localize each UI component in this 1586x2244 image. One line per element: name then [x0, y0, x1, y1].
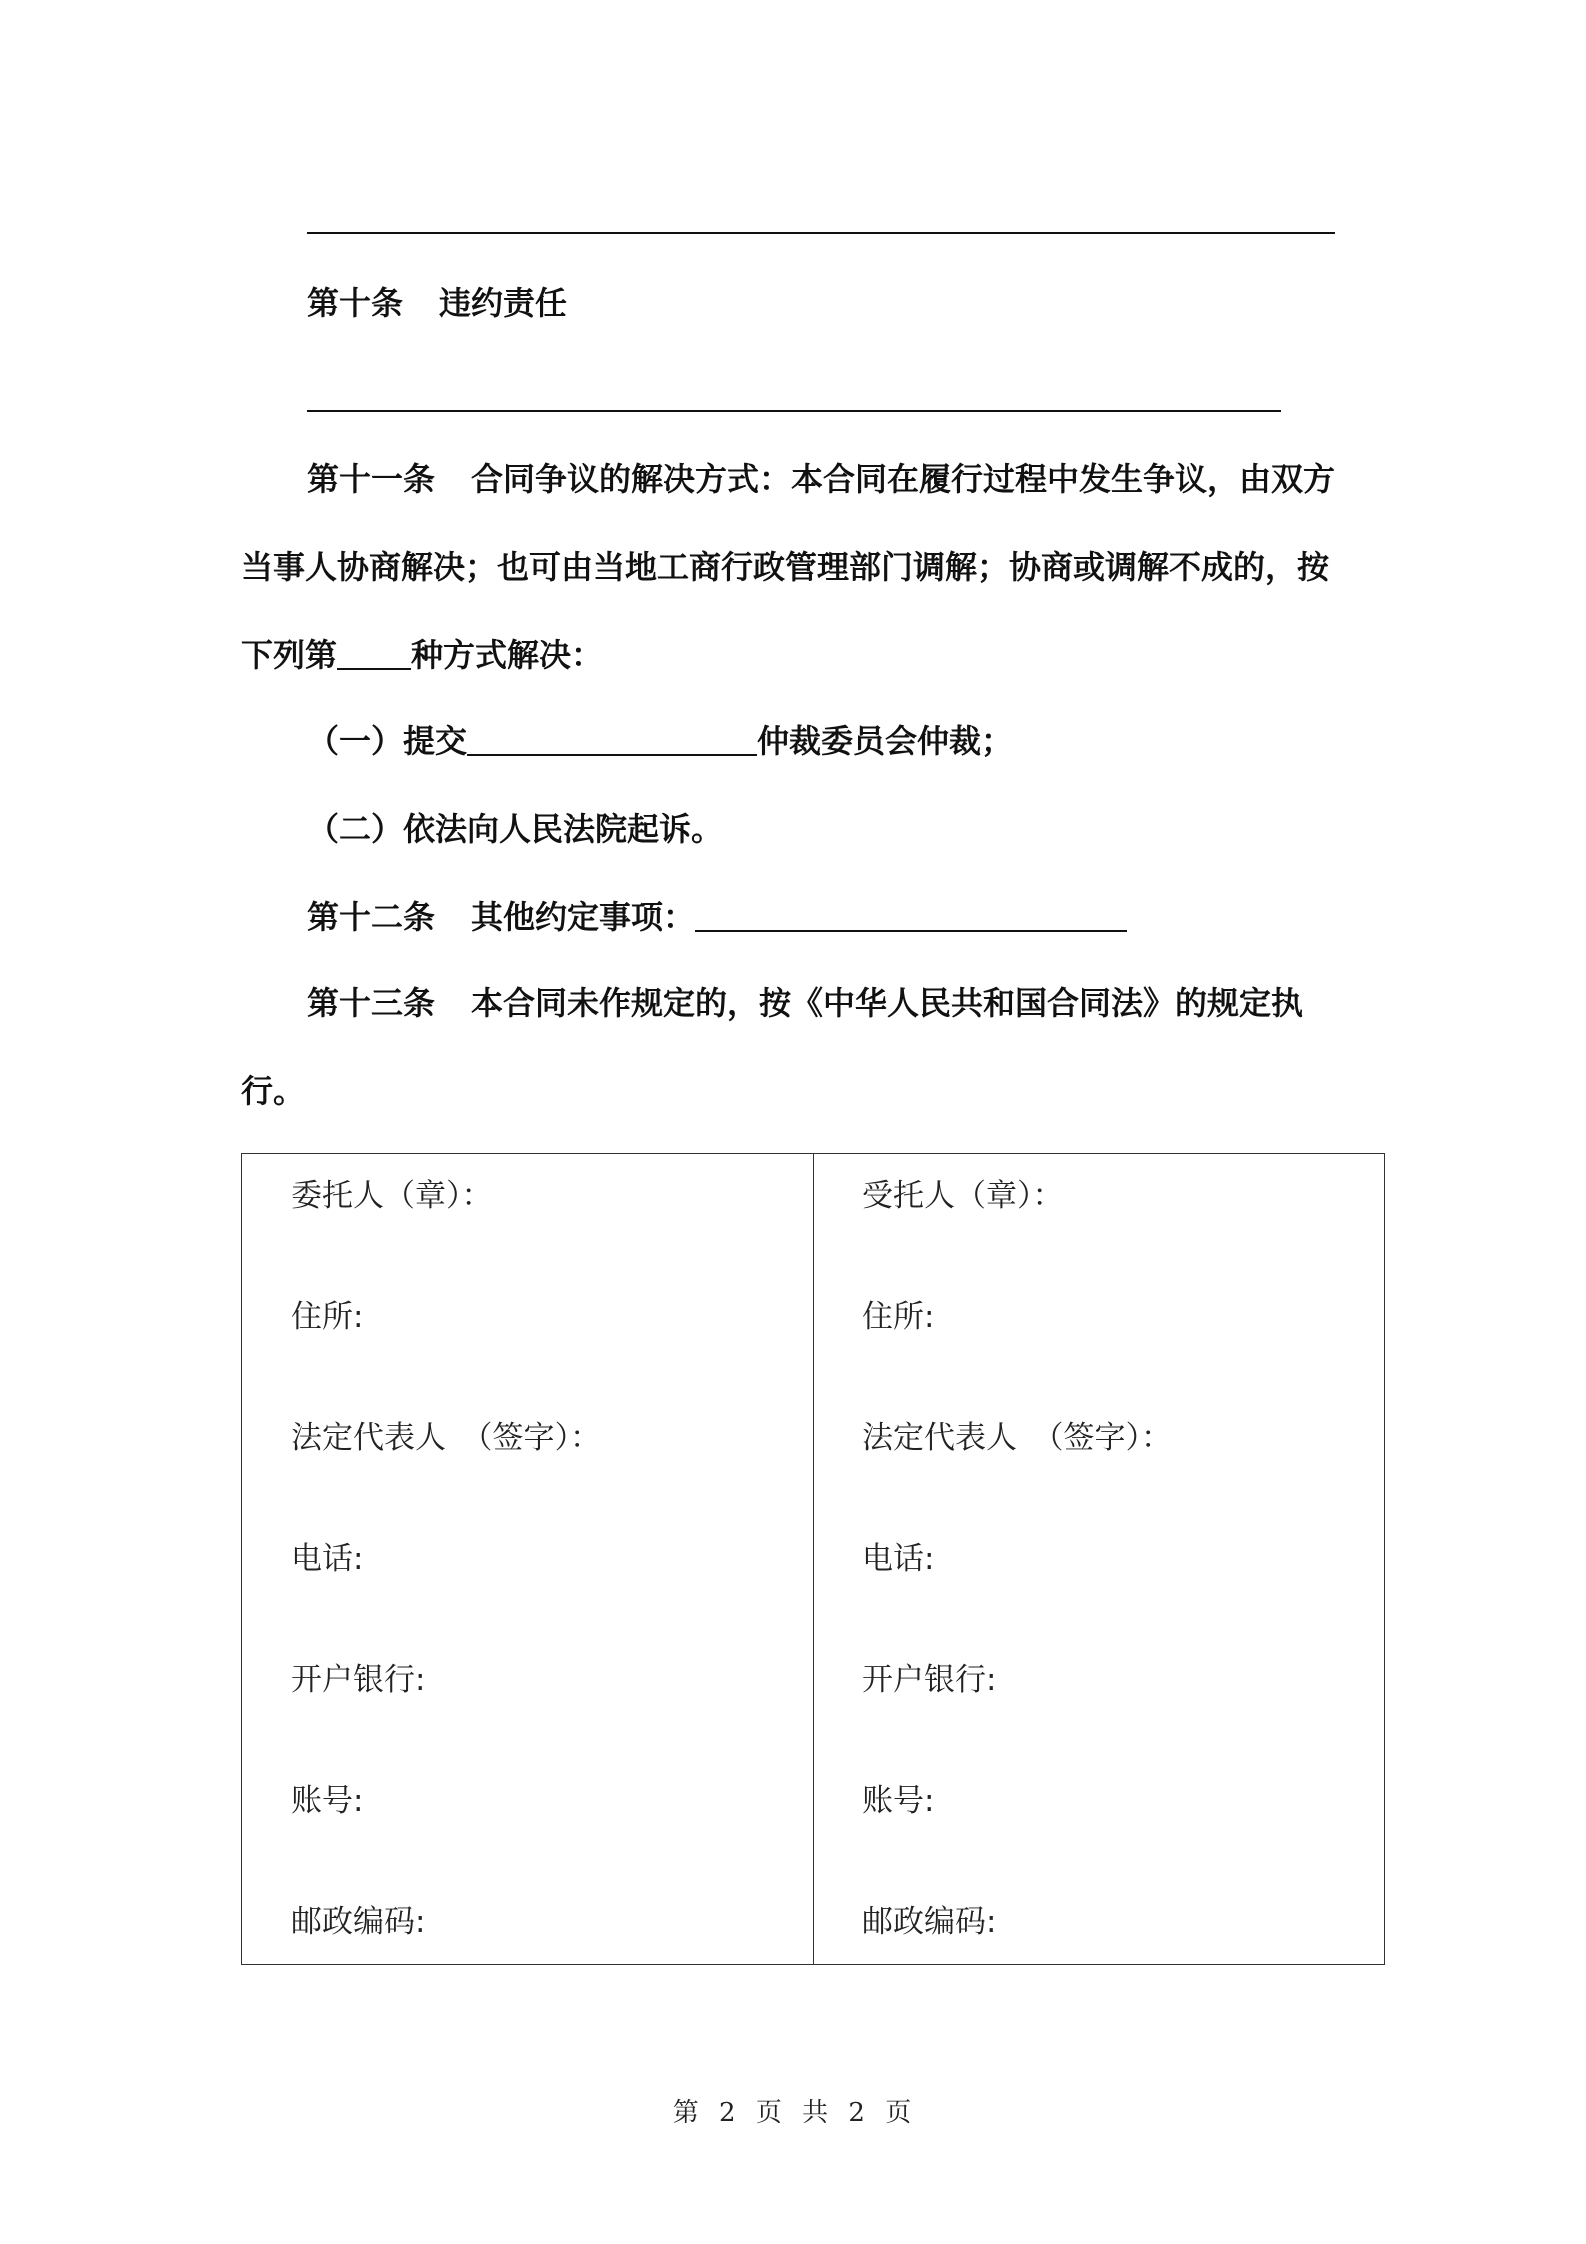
- principal-bank-label: 开户银行:: [291, 1662, 426, 1698]
- article-11-label: 第十一条: [307, 460, 436, 498]
- agent-rep-label: 法定代表人 （签字）：: [862, 1420, 1172, 1456]
- principal-seal-label: 委托人（章）：: [291, 1178, 493, 1214]
- article-10-blank-line: [307, 410, 1281, 412]
- principal-address-label: 住所:: [291, 1299, 364, 1335]
- agent-column: [813, 1154, 1384, 1964]
- article-13-line-2: 行。: [241, 1072, 306, 1110]
- principal-account-label: 账号:: [291, 1783, 364, 1819]
- method-number-blank: [337, 638, 411, 670]
- article-10-heading: [307, 283, 567, 323]
- article-13-label: 第十三条: [307, 984, 436, 1022]
- litigation-option: （二）依法向人民法院起诉。: [307, 810, 724, 848]
- signature-table: [241, 1153, 1385, 1965]
- article-12: 第十二条 其他约定事项：: [307, 897, 1127, 937]
- blank-line-top: [307, 232, 1335, 234]
- article-10-label: 第十条: [307, 284, 404, 322]
- agent-account-label: 账号:: [862, 1783, 935, 1819]
- principal-rep-label: 法定代表人 （签字）：: [291, 1420, 601, 1456]
- agent-phone-label: 电话:: [862, 1541, 935, 1577]
- other-terms-blank: [695, 900, 1127, 932]
- agent-seal-label: 受托人（章）：: [862, 1178, 1064, 1214]
- principal-postcode-label: 邮政编码:: [291, 1904, 426, 1940]
- article-10-title: 违约责任: [439, 284, 568, 322]
- page-number: 第 2 页 共 2 页: [672, 2098, 914, 2128]
- agent-postcode-label: 邮政编码:: [862, 1904, 997, 1940]
- agent-address-label: 住所:: [862, 1299, 935, 1335]
- principal-phone-label: 电话:: [291, 1541, 364, 1577]
- arbitration-option: （一）提交 仲裁委员会仲裁；: [307, 722, 1014, 760]
- article-11-line-3: 下列第 种方式解决：: [241, 636, 604, 674]
- article-12-label: 第十二条: [307, 898, 436, 936]
- article-11-line-1: 第十一条 合同争议的解决方式：本合同在履行过程中发生争议，由双方: [307, 460, 1336, 498]
- article-11-line-2: 当事人协商解决；也可由当地工商行政管理部门调解；协商或调解不成的，按: [241, 548, 1330, 586]
- agent-bank-label: 开户银行:: [862, 1662, 997, 1698]
- arbitration-committee-blank: [467, 724, 757, 756]
- article-13-line-1: 第十三条 本合同未作规定的，按《中华人民共和国合同法》的规定执: [307, 984, 1304, 1022]
- principal-column: [242, 1154, 814, 1964]
